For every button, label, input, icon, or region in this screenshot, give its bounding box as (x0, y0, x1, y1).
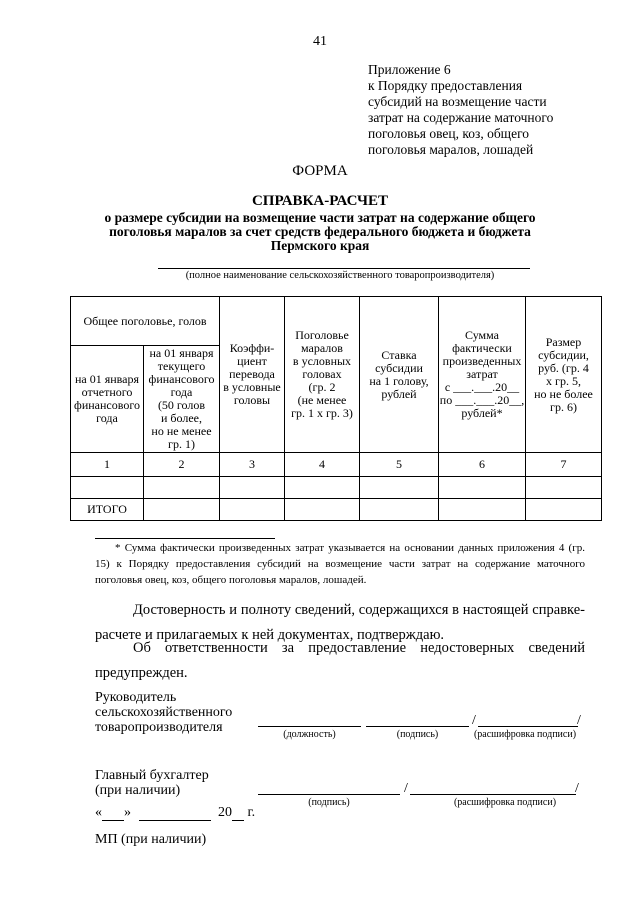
table-cell[interactable] (220, 499, 285, 521)
table-cell[interactable] (285, 477, 360, 499)
column-number: 6 (439, 453, 526, 477)
header-col7: Размер субсидии, руб. (гр. 4 х гр. 5, но не более гр. 6) (526, 297, 602, 453)
column-number: 1 (71, 453, 144, 477)
table-cell[interactable] (526, 499, 602, 521)
table-cell[interactable] (526, 477, 602, 499)
table-cell[interactable] (360, 499, 439, 521)
column-number: 3 (220, 453, 285, 477)
stamp-place: МП (при наличии) (95, 832, 207, 847)
month-field[interactable] (139, 805, 211, 821)
document-title: СПРАВКА-РАСЧЕТ (251, 193, 389, 209)
responsibility-paragraph: Об ответственности за предоставление недостоверных сведений предупрежден. (95, 640, 585, 681)
form-label: ФОРМА (292, 163, 348, 179)
table-cell[interactable] (71, 477, 144, 499)
subtitle-line: о размере субсидии на возмещение части затрат на содержание общего (104, 210, 536, 225)
signature-caption: (подпись) (396, 729, 439, 740)
footnote-separator (95, 538, 275, 539)
head-signature-line[interactable] (366, 726, 469, 727)
column-number: 5 (360, 453, 439, 477)
head-decoding-line[interactable] (478, 726, 578, 727)
subtitle-line: поголовья маралов за счет средств федерального бюджета и бюджета (109, 224, 531, 239)
page-number: 41 (313, 34, 327, 49)
position-line[interactable] (258, 726, 361, 727)
subtitle-line: Пермского края (270, 238, 370, 253)
table-cell[interactable] (144, 499, 220, 521)
table-cell[interactable] (285, 499, 360, 521)
slash-mark: / (577, 713, 581, 728)
date-line: « » 20 г. (95, 805, 256, 820)
table-cell[interactable] (360, 477, 439, 499)
appendix-line: субсидий на возмещение части (368, 94, 547, 109)
group-header: Общее поголовье, голов (71, 297, 220, 346)
header-col1: на 01 января отчетного финансового года (71, 346, 144, 453)
year-field[interactable] (232, 805, 244, 821)
appendix-line: Приложение 6 (368, 62, 451, 77)
appendix-line: к Порядку предоставления (368, 78, 523, 93)
document-subtitle (60, 211, 580, 253)
table-cell[interactable] (439, 477, 526, 499)
producer-name-line[interactable] (158, 268, 530, 269)
certification-paragraph: Достоверность и полноту сведений, содержащихся в настоящей справке-расчете и прилагаемых к ней документах, подтверждаю. (95, 602, 585, 643)
day-field[interactable] (102, 805, 124, 821)
column-number: 7 (526, 453, 602, 477)
slash-mark: / (575, 781, 579, 796)
header-col4: Поголовье маралов в условных головах (гр. 2 (не менее гр. 1 х гр. 3) (285, 297, 360, 453)
slash-mark: / (472, 713, 476, 728)
column-number-row (71, 453, 602, 477)
table-cell[interactable] (144, 477, 220, 499)
total-label: ИТОГО (71, 499, 144, 521)
head-label: Руководитель сельскохозяйственного товаропроизводителя (95, 690, 233, 735)
appendix-block (368, 62, 628, 158)
accountant-signature-line[interactable] (258, 794, 400, 795)
header-col5: Ставка субсидии на 1 голову, рублей (360, 297, 439, 453)
header-col2: на 01 января текущего финансового года (50 голов и более, но не менее гр. 1) (144, 346, 220, 453)
producer-caption: (полное наименование сельскохозяйственного товаропроизводителя) (185, 270, 495, 281)
accountant-decoding-line[interactable] (410, 794, 576, 795)
table-cell[interactable] (439, 499, 526, 521)
signature-caption: (подпись) (308, 797, 350, 808)
appendix-line: поголовья маралов, лошадей (368, 142, 534, 157)
appendix-line: затрат на содержание маточного (368, 110, 554, 125)
column-number: 4 (285, 453, 360, 477)
calculation-table (70, 296, 602, 521)
footnote: * Сумма фактически произведенных затрат указывается на основании данных приложения 4 (гр. 15) к Порядку предоставления субсидий на возмещение части затрат на содержание маточного поголовья овец, коз, общего поголовья маралов, лошадей. (95, 542, 585, 586)
position-caption: (должность) (283, 729, 336, 740)
decoding-caption: (расшифровка подписи) (453, 797, 557, 808)
total-row (71, 499, 602, 521)
column-number: 2 (144, 453, 220, 477)
accountant-label: Главный бухгалтер (при наличии) (95, 768, 209, 798)
table-row (71, 477, 602, 499)
header-col3: Коэффи- циент перевода в условные головы (220, 297, 285, 453)
header-col6: Сумма фактически произведенных затрат с ___.___.20__ по ___.___.20__, рублей* (439, 297, 526, 453)
table-cell[interactable] (220, 477, 285, 499)
appendix-line: поголовья овец, коз, общего (368, 126, 530, 141)
slash-mark: / (404, 781, 408, 796)
decoding-caption: (расшифровка подписи) (473, 729, 577, 740)
